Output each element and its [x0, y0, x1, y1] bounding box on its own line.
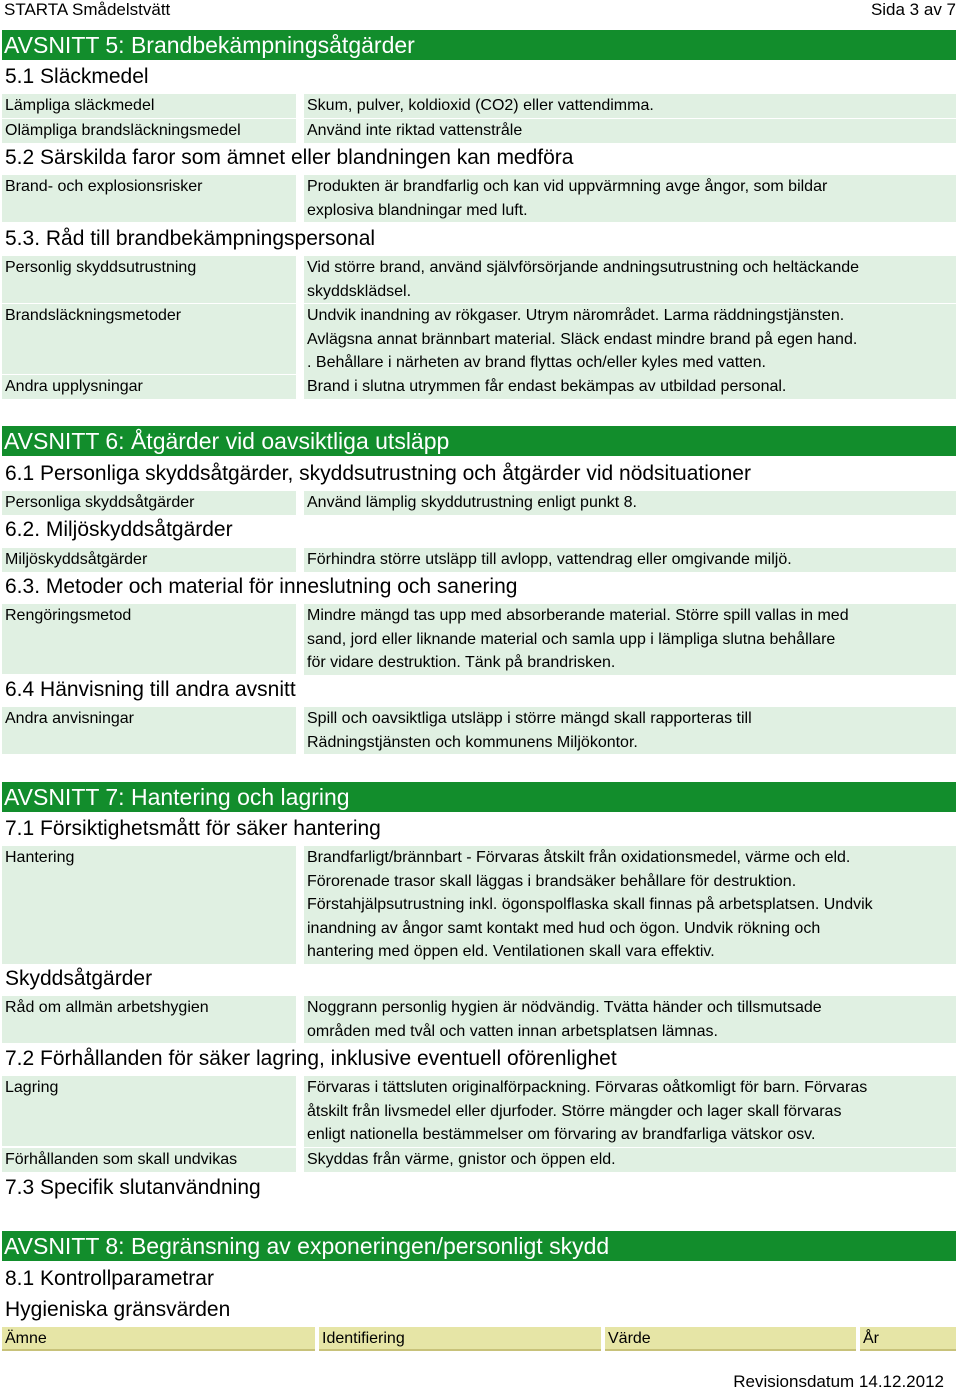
- section-7-title: AVSNITT 7: Hantering och lagring: [2, 782, 956, 812]
- label-andra-anvisningar: Andra anvisningar: [2, 707, 296, 754]
- value-hantering: Brandfarligt/brännbart - Förvaras åtskilt från oxidationsmedel, värme och eld. Förorenade trasor skall läggas i brandsäker behållare för destruktion. Förstahjälpsutrustning inkl. ögonspolflaska skall finnas på arbetsplatsen. Undvik inandning av ångor samt kontakt med hud och ögon. Undvik rökning och hantering med öppen eld. Ventilationen skall vara effektiv.: [304, 846, 956, 964]
- value-arbetshygien: Noggrann personlig hygien är nödvändig. Tvätta händer och tillsmutsade områden med tvål och vatten innan arbetsplatsen lämnas.: [304, 996, 956, 1043]
- heading-6-3: 6.3. Metoder och material för inneslutning och sanering: [5, 575, 518, 598]
- value-brandslackningsmetoder: Undvik inandning av rökgaser. Utrym närområdet. Larma räddningstjänsten. Avlägsna annat brännbart material. Släck endast mindre brand på egen hand. . Behållare i närheten av brand flyttas och/eller kyles med vatten.: [304, 304, 956, 375]
- heading-6-4: 6.4 Hänvisning till andra avsnitt: [5, 678, 296, 701]
- label-brand-explosionsrisker: Brand- och explosionsrisker: [2, 175, 296, 222]
- heading-skyddsatgarder: Skyddsåtgärder: [5, 967, 153, 990]
- label-lampliga-slackmedel: Lämpliga släckmedel: [2, 94, 296, 118]
- heading-7-3: 7.3 Specifik slutanvändning: [5, 1176, 261, 1199]
- value-personlig-skyddsutrustning: Vid större brand, använd självförsörjande andningsutrustning och heltäckande skyddsklädsel.: [304, 256, 956, 303]
- label-arbetshygien: Råd om allmän arbetshygien: [2, 996, 296, 1043]
- value-lampliga-slackmedel: Skum, pulver, koldioxid (CO2) eller vattendimma.: [304, 94, 956, 118]
- value-andra-anvisningar: Spill och oavsiktliga utsläpp i större mängd skall rapporteras till Rädningstjänsten och kommunens Miljökontor.: [304, 707, 956, 754]
- value-andra-upplysningar: Brand i slutna utrymmen får endast bekämpas av utbildad personal.: [304, 375, 956, 399]
- column-header-varde: Värde: [605, 1327, 856, 1351]
- label-andra-upplysningar: Andra upplysningar: [2, 375, 296, 399]
- heading-hygieniska-gransvarden: Hygieniska gränsvärden: [5, 1298, 231, 1321]
- label-lagring: Lagring: [2, 1076, 296, 1146]
- label-forhallanden-undvikas: Förhållanden som skall undvikas: [2, 1148, 296, 1172]
- label-brandslackningsmetoder: Brandsläckningsmetoder: [2, 304, 296, 374]
- heading-5-2: 5.2 Särskilda faror som ämnet eller blandningen kan medföra: [5, 146, 574, 169]
- column-header-ar: År: [860, 1327, 956, 1351]
- heading-7-2: 7.2 Förhållanden för säker lagring, inklusive eventuell oförenlighet: [5, 1047, 617, 1070]
- section-5-title: AVSNITT 5: Brandbekämpningsåtgärder: [2, 30, 956, 60]
- label-personliga-skyddsatgarder: Personliga skyddsåtgärder: [2, 491, 296, 515]
- limit-values-table-header: [2, 1327, 956, 1351]
- heading-8-1: 8.1 Kontrollparametrar: [5, 1267, 214, 1290]
- value-brand-explosionsrisker: Produkten är brandfarlig och kan vid uppvärmning avge ångor, som bildar explosiva blandningar med luft.: [304, 175, 956, 222]
- revision-date: Revisionsdatum 14.12.2012: [733, 1372, 944, 1391]
- column-header-amne: Ämne: [2, 1327, 315, 1351]
- section-6-title: AVSNITT 6: Åtgärder vid oavsiktliga utsläpp: [2, 426, 956, 456]
- heading-6-1: 6.1 Personliga skyddsåtgärder, skyddsutrustning och åtgärder vid nödsituationer: [5, 462, 751, 485]
- label-hantering: Hantering: [2, 846, 296, 964]
- product-name: STARTA Smådelstvätt: [4, 0, 171, 19]
- heading-5-3: 5.3. Råd till brandbekämpningspersonal: [5, 227, 376, 250]
- value-rengoringsmetod: Mindre mängd tas upp med absorberande material. Större spill vallas in med sand, jord eller liknande material och samla upp i lämpliga slutna behållare för vidare destruktion. Tänk på brandrisken.: [304, 604, 956, 675]
- value-personliga-skyddsatgarder: Använd lämplig skyddutrustning enligt punkt 8.: [304, 491, 956, 515]
- heading-6-2: 6.2. Miljöskyddsåtgärder: [5, 518, 233, 541]
- label-rengoringsmetod: Rengöringsmetod: [2, 604, 296, 674]
- page-number: Sida 3 av 7: [870, 0, 956, 19]
- value-forhallanden-undvikas: Skyddas från värme, gnistor och öppen eld.: [304, 1148, 956, 1172]
- value-olampliga-slackmedel: Använd inte riktad vattenstråle: [304, 119, 956, 143]
- section-8-title: AVSNITT 8: Begränsning av exponeringen/personligt skydd: [2, 1231, 956, 1261]
- value-miljoskyddsatgarder: Förhindra större utsläpp till avlopp, vattendrag eller omgivande miljö.: [304, 548, 956, 572]
- label-olampliga-slackmedel: Olämpliga brandsläckningsmedel: [2, 119, 296, 143]
- value-lagring: Förvaras i tättsluten originalförpackning. Förvaras oåtkomligt för barn. Förvaras åtskilt från livsmedel eller djurfoder. Större mängder och lager skall förvaras enligt nationella bestämmelser om förvaring av brandfarliga vätskor osv.: [304, 1076, 956, 1147]
- heading-7-1: 7.1 Försiktighetsmått för säker hantering: [5, 817, 381, 840]
- column-header-identifiering: Identifiering: [319, 1327, 601, 1351]
- label-personlig-skyddsutrustning: Personlig skyddsutrustning: [2, 256, 296, 303]
- label-miljoskyddsatgarder: Miljöskyddsåtgärder: [2, 548, 296, 572]
- heading-5-1: 5.1 Släckmedel: [5, 65, 149, 88]
